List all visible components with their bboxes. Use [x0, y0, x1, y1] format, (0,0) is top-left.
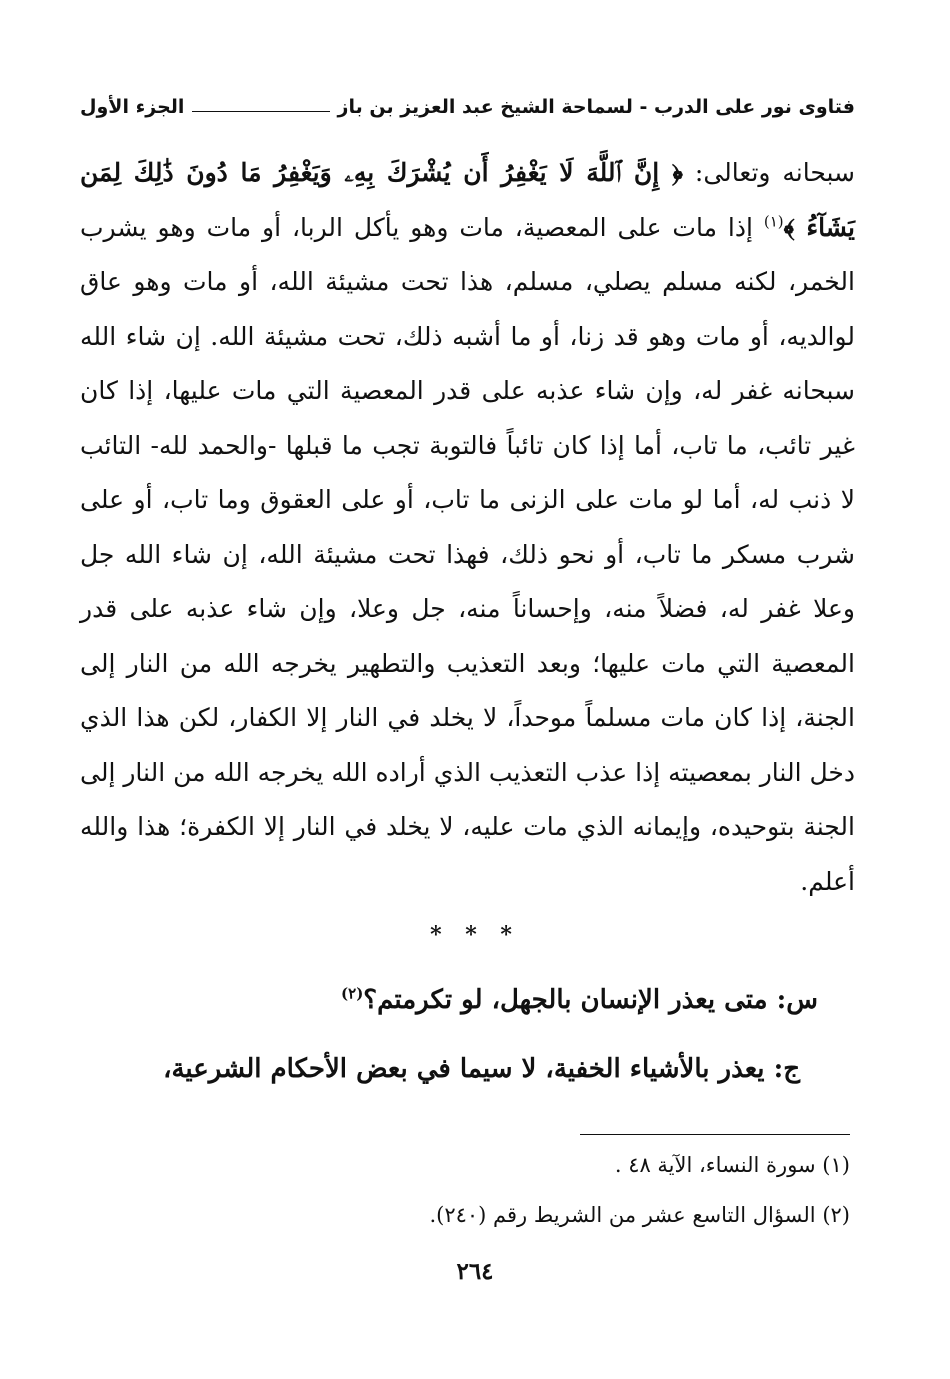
- footnote-2: (٢) السؤال التاسع عشر من الشريط رقم (٢٤٠).: [429, 1203, 850, 1227]
- quran-verse: ﴿ إِنَّ ٱللَّهَ لَا يَغْفِرُ أَن يُشْرَكَ بِهِۦ وَيَغْفِرُ مَا دُونَ ذَٰلِكَ لِمَن يَشَآءُ ﴾: [80, 158, 855, 242]
- header-volume: الجزء الأول: [80, 96, 185, 118]
- footnote-1: (١) سورة النساء، الآية ٤٨ .: [614, 1153, 850, 1177]
- question-label: س:: [776, 985, 818, 1015]
- footnote-divider: [580, 1134, 850, 1135]
- answer-label: ج:: [773, 1054, 800, 1084]
- question: [80, 975, 818, 1025]
- section-separator: * * *: [430, 922, 520, 948]
- running-header: [80, 90, 855, 124]
- paragraph-text: إذا مات على المعصية، مات وهو يأكل الربا، أو مات وهو يشرب الخمر، لكنه مسلم يصلي، مسلم، هذا تحت مشيئة الله، أو مات وهو عاق لوالديه، أو مات وهو قد زنا، أو ما أشبه ذلك، تحت مشيئة الله. إن شاء الله سبحانه غفر له، وإن شاء عذبه على قدر المعصية التي مات عليها، إذا كان غير تائب، ما تاب، أما إذا كان تائباً فالتوبة تجب ما قبلها -والحمد لله- التائب لا ذنب له، أما لو مات على الزنى ما تاب، أو على العقوق وما تاب، أو على شرب مسكر ما تاب، أو نحو ذلك، فهذا تحت مشيئة الله، إن شاء الله جل وعلا غفر له، فضلاً منه، وإحساناً منه، جل وعلا، وإن شاء عذبه على قدر المعصية التي مات عليها؛ وبعد التعذيب والتطهير يخرجه الله من النار إلى الجنة، إذا كان مات مسلماً موحداً، لا يخلد في النار إلا الكفار، لكن هذا الذي دخل النار بمعصيته إذا عذب التعذيب الذي أراده الله يخرجه الله من النار إلى الجنة بتوحيده، وإيمانه الذي مات عليه، لا يخلد في النار إلا الكفرة؛ هذا والله أعلم.: [80, 212, 855, 896]
- answer-text: يعذر بالأشياء الخفية، لا سيما في بعض الأحكام الشرعية،: [163, 1054, 765, 1084]
- question-text: متى يعذر الإنسان بالجهل، لو تكرمتم؟: [363, 985, 768, 1015]
- intro-text: سبحانه وتعالى:: [694, 158, 856, 187]
- main-paragraph: [80, 146, 855, 909]
- header-rule: [192, 111, 329, 112]
- footnote-ref-1: (١): [763, 212, 784, 231]
- page-number: ٢٦٤: [456, 1258, 494, 1285]
- header-title: فتاوى نور على الدرب - لسماحة الشيخ عبد العزيز بن باز: [337, 96, 855, 118]
- footnotes: [100, 1140, 850, 1240]
- footnote-ref-2: (٢): [341, 984, 364, 1003]
- answer: [80, 1044, 800, 1094]
